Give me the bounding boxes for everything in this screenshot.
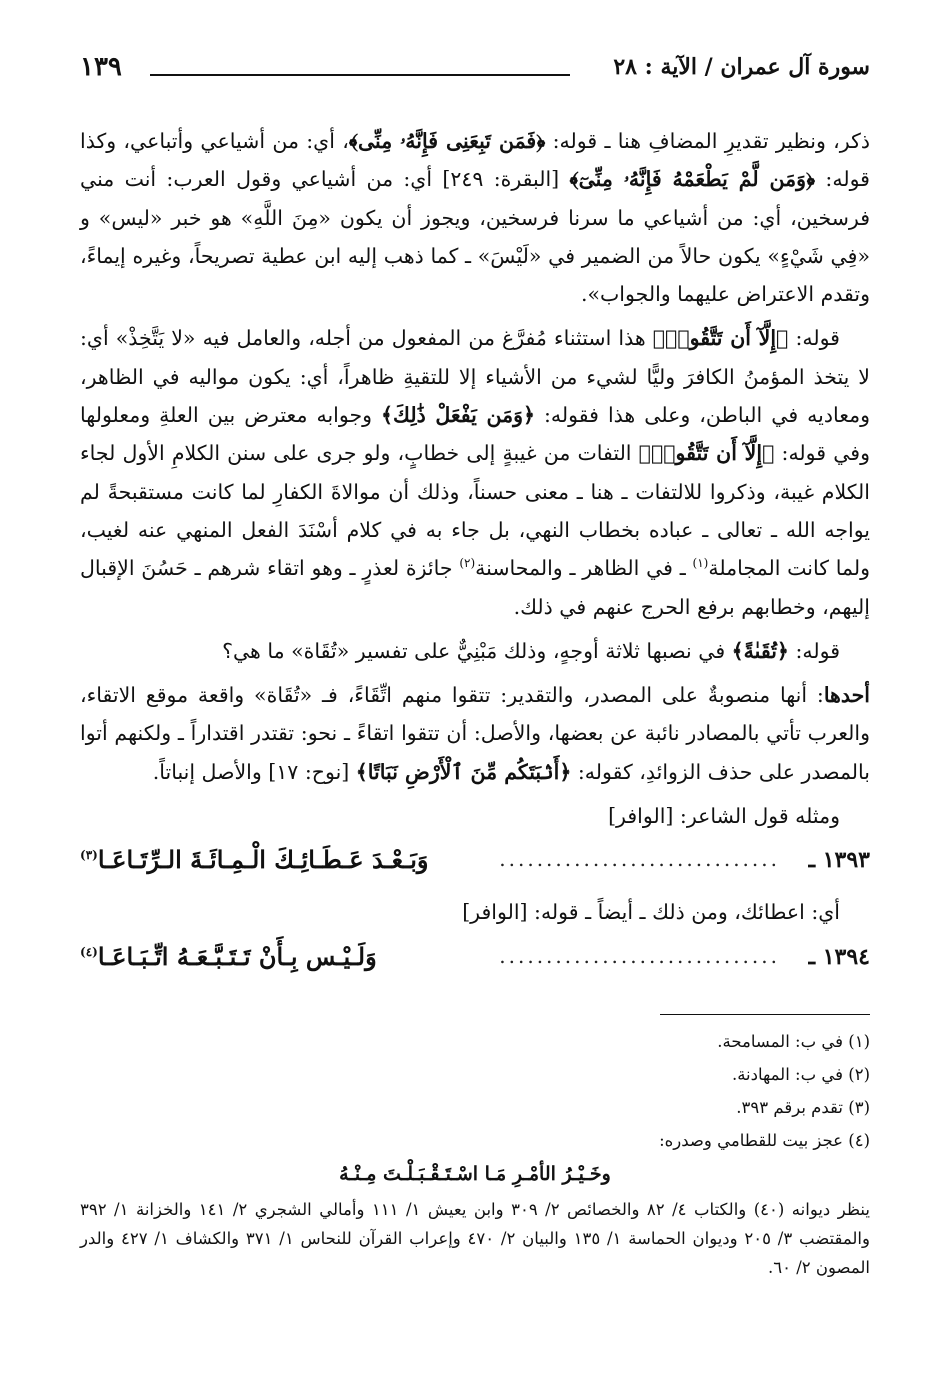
footnote-ref: (٤) [80,944,98,959]
footnote-verse: وخَـيْـرُ الأمْـرِ مَـا اسْـتَـقْـبَـلْـتَ مِـنْـهُ [339,1162,611,1185]
footnotes [80,1027,870,1282]
verse-words: وَلَـيْـس بِـأَنْ تَـتَـبَّـعَـهُ اتِّـبَـاعَـا [97,941,377,971]
footnote-ref: (٢) [459,556,476,571]
text-run: ـ في الظاهر ـ والمحاسنة [475,556,693,581]
quran-quote: ﴿أَنۢبَتَكُم مِّنَ ٱلْأَرْضِ نَبَاتًا﴾ [355,759,572,784]
quran-quote: ﴿تُقَىٰةً﴾ [731,638,789,663]
footnote: (٤) عجز بيت للقطامي وصدره: [659,1130,870,1150]
bold-term: أحدها [823,683,870,708]
footnote-sources: ينظر ديوانه (٤٠) والكتاب ٤/ ٨٢ والخصائص ٢/ ٣٠٩ وابن يعيش ١/ ١١١ وأمالي الشجري ٢/ ١٤١ والخزانة ١/ ٣٩٢ والمقتضب ٣/ ٢٠٥ وديوان الحماسة ١/ ١٣٥ والبيان ٢/ ٤٧٠ وإعراب القرآن للنحاس ١/ ٣٧١ والكشاف ١/ ٤٢٧ والدر المصون ٢/ ٦٠. [80,1199,870,1277]
paragraph-p2 [80,319,870,625]
text-run: هذا استثناء مُفرَّغ من المفعول من أجله، والعامل فيه «لا يَتَّخِذْ» أي: لا يتخذ المؤمنُ الكافرَ وليًّا لشيء من الأشياء إلا للتقيةِ ظاهراً، أي: يكون مواليه في الظاهر، ومعاديه في الباطن، وعلى هذا فقوله: [80,326,870,428]
verse-line [80,841,870,893]
text-run: ، أي: من أشياعي وأتباعي، وكذا قوله: [80,129,870,192]
quran-quote: ﴿وَمَن يَفْعَلْ ذَٰلِكَ﴾ [381,403,535,428]
text-run: قوله: [788,326,840,351]
footnote-ref: (١) [692,556,709,571]
paragraph-p4 [80,676,870,791]
running-header [80,48,870,92]
text-run: وجوابه معترض بين العلةِ ومعلولها وفي قوله: [80,403,870,466]
verse-ellipsis: .............................. [499,943,780,968]
footnote: (٢) في ب: المهادنة. [731,1064,870,1084]
text-run: جائزة لعذرٍ ـ وهو اتقاء شرهم ـ حَسُنَ الإقبال إليهم، وخطابهم برفع الحرج عنهم في ذلك. [80,556,870,619]
verse-number: ١٣٩٣ ـ [808,847,870,874]
text-run: ذكر، ونظير تقديرِ المضافِ هنا ـ قوله: [545,129,870,153]
text-run: قوله: [788,638,840,663]
footnote: (١) في ب: المسامحة. [717,1031,870,1051]
text-between-verses: أي: اعطائك، ومن ذلك ـ أيضاً ـ قوله: [الوافر] [462,900,840,925]
footnote-ref: (٣) [80,848,98,863]
verse-hemistich [80,845,428,874]
book-page [80,48,870,1348]
text-run: في نصبها ثلاثة أوجهٍ، وذلك مَبْنِيٌّ على تفسير «تُقَاة» ما هي؟ [222,638,732,663]
verse-words: وَبَـعْـدَ عَـطَـائِـكَ الْـمِـائَـةَ الـرِّتَـاعَـا [97,845,429,875]
text-run: [نوح: ١٧] والأصل إنباتاً. [152,759,356,784]
text-run: ومثله قول الشاعر: [الوافر] [608,804,840,829]
main-text [80,122,870,990]
text-run: : أنها منصوبةٌ على المصدر، والتقدير: تتقوا منهم اتِّقَاءً، فـ «تُقَاة» واقعة موقع الاتقاء، والعرب تأتي بالمصادر نائبة عن بعضها، والأصل: أن تتقوا اتقاءً ـ نحو: تقتدر اقتداراً ـ ولكنهم أتوا بالمصدر على حذف الزوائدِ، كقوله: [80,683,870,784]
quran-quote: ﴿وَمَن لَّمْ يَطْعَمْهُ فَإِنَّهُۥ مِنِّىٓ﴾ [569,167,816,192]
paragraph-p5 [80,797,870,835]
text-run: [البقرة: ٢٤٩] أي: من أشياعي وقول العرب: أنت مني فرسخين، أي: من أشياعي ما سرنا فرسخين، ويجوز أن يكون «مِنَ اللَّهِ» هو خبر «ليس» و «فِي شَيْءٍ» يكون حالاً من الضمير في «لَيْسَ» ـ كما ذهب إليه ابن عطية تصريحاً، وغيره إيماءً، وتقدم الاعتراض عليهما والجواب». [80,167,870,307]
footnote-separator [660,1014,870,1015]
header-rule [150,74,570,76]
verse-hemistich [80,942,377,971]
paragraph-p3 [80,632,870,670]
paragraphs [80,122,870,835]
verse-line [80,938,870,990]
text-run: التفات من غيبةٍ إلى خطابٍ، ولو جرى على سنن الكلامِ الأول لجاء الكلام غيبة، وذكروا للالتفات ـ هنا ـ معنى حسناً، وذلك أن موالاةَ الكفارِ لما كانت مستقبحةً لم يواجه الله ـ تعالى ـ عباده بخطاب النهي، بل جاء به في كلام أسْنَدَ الفعل المنهي عنه لغيب، ولما كانت المجاملة [80,441,870,581]
surah-ayah-title: سورة آل عمران / الآية : ٢٨ [613,54,870,80]
quran-quote: ﴿إِلَّآ أَن تَتَّقُوا۟﴾ [652,326,789,351]
page-number: ١٣٩ [80,52,122,82]
verse-number: ١٣٩٤ ـ [808,943,870,970]
quran-quote: ﴿فَمَن تَبِعَنِى فَإِنَّهُۥ مِنِّى﴾ [348,129,546,153]
paragraph-p1 [80,122,870,313]
quran-quote: ﴿إِلَّآ أَن تَتَّقُوا۟﴾ [638,441,775,466]
verse-ellipsis: .............................. [499,847,780,872]
footnote: (٣) تقدم برقم ٣٩٣. [736,1097,870,1117]
